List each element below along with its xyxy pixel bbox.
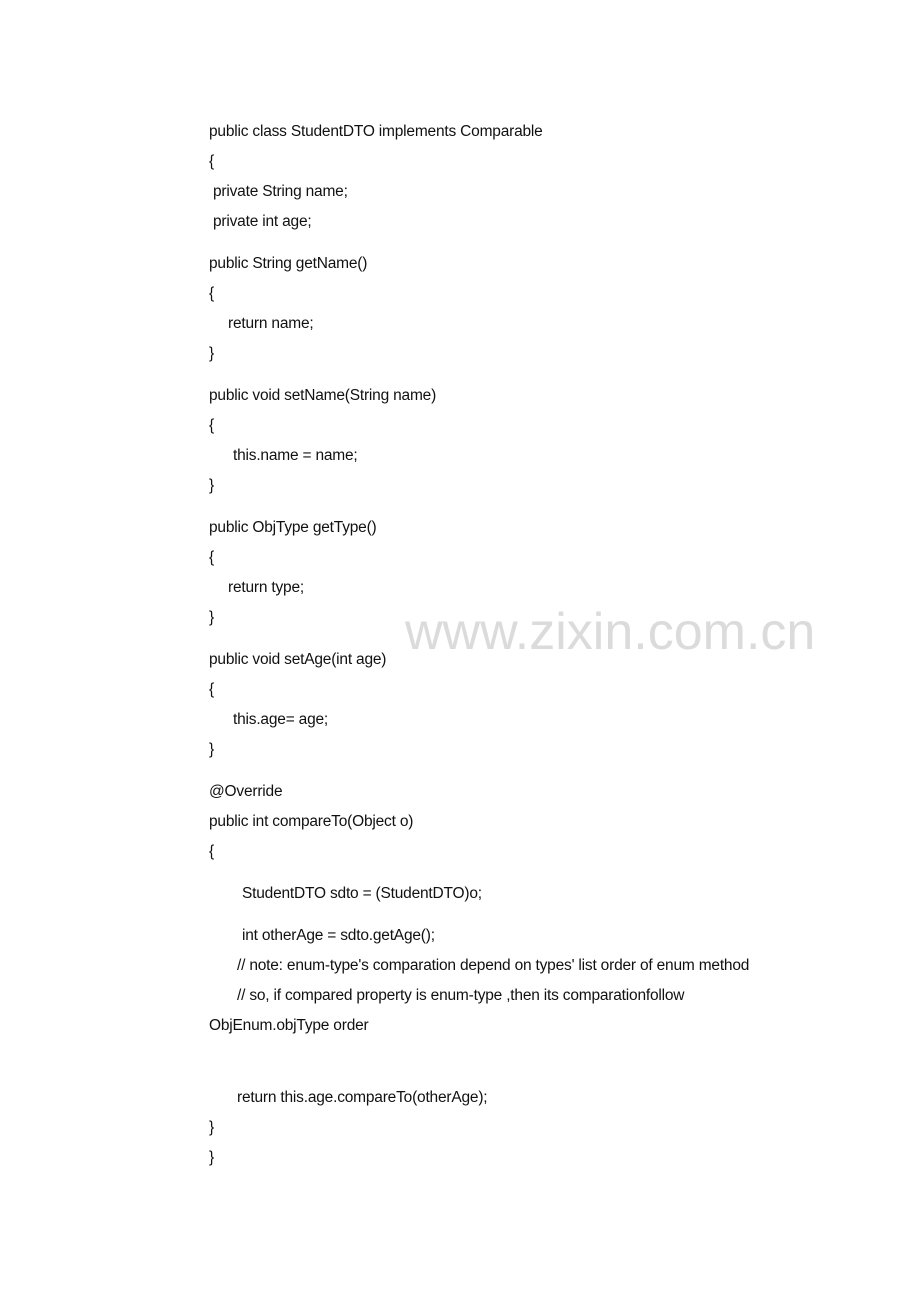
code-line: }	[209, 741, 214, 758]
code-line: public void setName(String name)	[209, 387, 437, 404]
code-line: public class StudentDTO implements Comparable	[209, 123, 543, 140]
code-comment: ObjEnum.objType order	[209, 1017, 369, 1034]
code-line: StudentDTO sdto = (StudentDTO)o;	[242, 885, 482, 902]
code-line: }	[209, 345, 214, 362]
code-line: public ObjType getType()	[209, 519, 377, 536]
code-line: private String name;	[213, 183, 348, 200]
code-line: return type;	[228, 579, 305, 596]
code-line: public void setAge(int age)	[209, 651, 387, 668]
code-line: {	[209, 285, 214, 302]
code-line: }	[209, 1149, 214, 1166]
code-line: this.age= age;	[233, 711, 329, 728]
code-line: {	[209, 681, 214, 698]
code-line: this.name = name;	[233, 447, 358, 464]
code-line: private int age;	[213, 213, 312, 230]
code-line: @Override	[209, 783, 283, 800]
code-line: {	[209, 843, 214, 860]
code-line: public String getName()	[209, 255, 368, 272]
code-comment: // note: enum-type's comparation depend on types' list order of enum method	[237, 957, 750, 974]
code-line: return name;	[228, 315, 314, 332]
code-line: return this.age.compareTo(otherAge);	[237, 1089, 488, 1106]
code-line: }	[209, 477, 214, 494]
code-line: }	[209, 609, 214, 626]
code-line: {	[209, 417, 214, 434]
code-line: {	[209, 549, 214, 566]
code-line: {	[209, 153, 214, 170]
watermark: www.zixin.com.cn	[405, 603, 816, 661]
code-comment: // so, if compared property is enum-type ,then its comparationfollow	[237, 987, 685, 1004]
code-line: }	[209, 1119, 214, 1136]
code-line: int otherAge = sdto.getAge();	[242, 927, 435, 944]
code-line: public int compareTo(Object o)	[209, 813, 414, 830]
